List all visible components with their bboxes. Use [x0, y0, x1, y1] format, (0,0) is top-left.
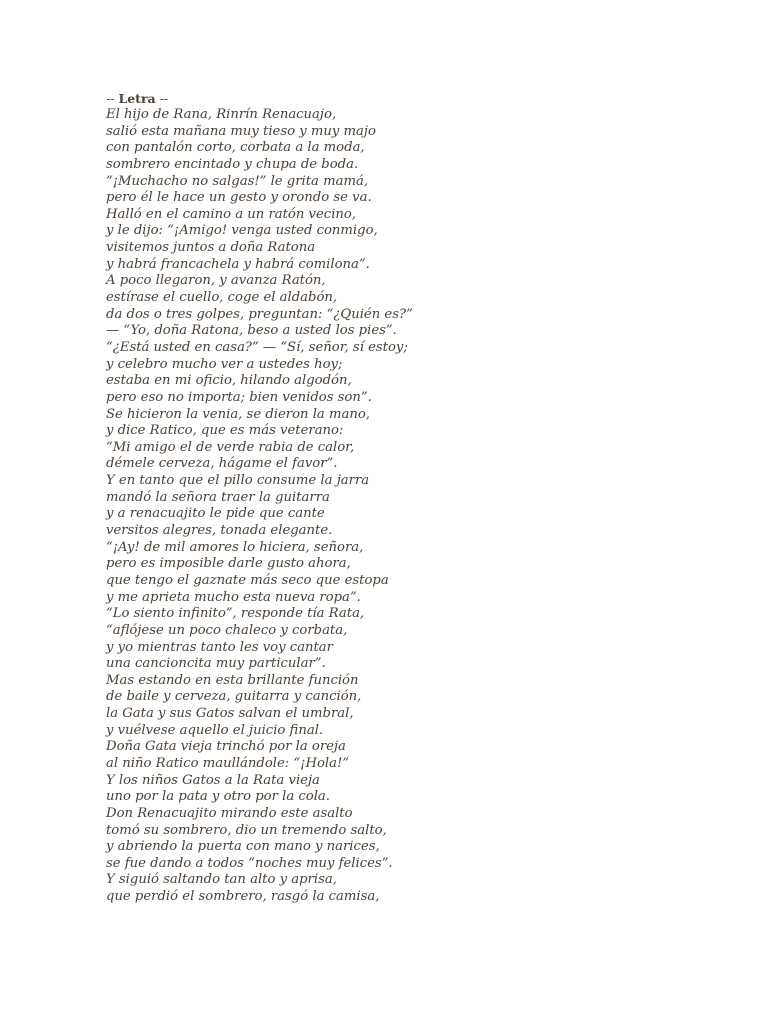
lyric-line: la Gata y sus Gatos salvan el umbral,	[106, 706, 354, 722]
lyric-line: El hijo de Rana, Rinrín Renacuajo,	[106, 107, 337, 122]
section-header	[106, 90, 666, 107]
lyric-line: Don Renacuajito mirando este asalto	[106, 805, 353, 821]
lyric-line: que tengo el gaznate más seco que estopa	[106, 572, 389, 588]
lyric-line: mandó la señora traer la guitarra	[106, 489, 330, 505]
lyric-line: estírase el cuello, coge el aldabón,	[106, 290, 338, 306]
lyric-line: y yo mientras tanto les voy cantar	[106, 639, 333, 655]
lyric-line: da dos o tres golpes, preguntan: “¿Quién es?”	[106, 306, 413, 322]
lyric-line: pero él le hace un gesto y orondo se va.	[106, 190, 372, 206]
lyric-line: Se hicieron la venia, se dieron la mano,	[106, 406, 370, 422]
lyric-line: Halló en el camino a un ratón vecino,	[106, 206, 357, 222]
lyric-line: que perdió el sombrero, rasgó la camisa,	[106, 889, 380, 905]
lyric-line: Y en tanto que el pillo consume la jarra	[106, 473, 370, 489]
lyric-line: y dice Ratico, que es más veterano:	[106, 423, 344, 439]
lyric-line: visitemos juntos a doña Ratona	[106, 240, 316, 256]
lyric-line: “¡Ay! de mil amores lo hiciera, señora,	[106, 539, 364, 555]
lyric-line: Y los niños Gatos a la Rata vieja	[106, 772, 320, 788]
lyric-line: al niño Ratico maullándole: “¡Hola!”	[106, 755, 350, 771]
lyric-line: tomó su sombrero, dio un tremendo salto,	[106, 822, 387, 838]
lyric-line: y le dijo: “¡Amigo! venga usted conmigo,	[106, 223, 378, 239]
lyric-line: uno por la pata y otro por la cola.	[106, 789, 330, 805]
lyric-line: y celebro mucho ver a ustedes hoy;	[106, 356, 343, 372]
lyric-line: sombrero encintado y chupa de boda.	[106, 156, 359, 172]
lyric-line: salió esta mañana muy tieso y muy majo	[106, 123, 376, 139]
lyric-line: “Lo siento infinito”, responde tía Rata,	[106, 606, 365, 622]
header-prefix: --	[106, 91, 115, 106]
lyric-line: se fue dando a todos “noches muy felices”.	[106, 855, 393, 871]
lyric-line: pero eso no importa; bien venidos son”.	[106, 389, 372, 405]
lyric-line: “¡Muchacho no salgas!” le grita mamá,	[106, 173, 369, 189]
lyric-line: y habrá francachela y habrá comilona”.	[106, 256, 370, 272]
lyrics-text	[106, 107, 666, 906]
lyric-line: A poco llegaron, y avanza Ratón,	[106, 273, 326, 289]
lyric-line: una cancioncita muy particular”.	[106, 656, 326, 672]
lyric-line: “aflójese un poco chaleco y corbata,	[106, 622, 348, 638]
lyric-line: “Mi amigo el de verde rabia de calor,	[106, 439, 355, 455]
lyric-line: Mas estando en esta brillante función	[106, 672, 359, 688]
lyric-line: “¿Está usted en casa?” — “Sí, señor, sí estoy;	[106, 339, 408, 355]
lyric-line: y a renacuajito le pide que cante	[106, 506, 325, 522]
lyric-line: démele cerveza, hágame el favor”.	[106, 456, 338, 472]
lyric-line: de baile y cerveza, guitarra y canción,	[106, 689, 362, 705]
lyric-line: — “Yo, doña Ratona, beso a usted los pies”.	[106, 323, 397, 339]
header-title: Letra	[118, 91, 156, 106]
lyric-line: versitos alegres, tonada elegante.	[106, 523, 333, 539]
document-page	[106, 90, 666, 906]
lyric-line: Y siguió saltando tan alto y aprisa,	[106, 872, 337, 888]
lyric-line: y me aprieta mucho esta nueva ropa”.	[106, 589, 361, 605]
lyric-line: y vuélvese aquello el juicio final.	[106, 722, 324, 738]
lyric-line: estaba en mi oficio, hilando algodón,	[106, 373, 352, 389]
lyric-line: con pantalón corto, corbata a la moda,	[106, 140, 365, 156]
lyric-line: Doña Gata vieja trinchó por la oreja	[106, 739, 346, 755]
lyric-line: y abriendo la puerta con mano y narices,	[106, 839, 380, 855]
header-suffix: --	[159, 91, 169, 106]
lyric-line: pero es imposible darle gusto ahora,	[106, 556, 351, 572]
